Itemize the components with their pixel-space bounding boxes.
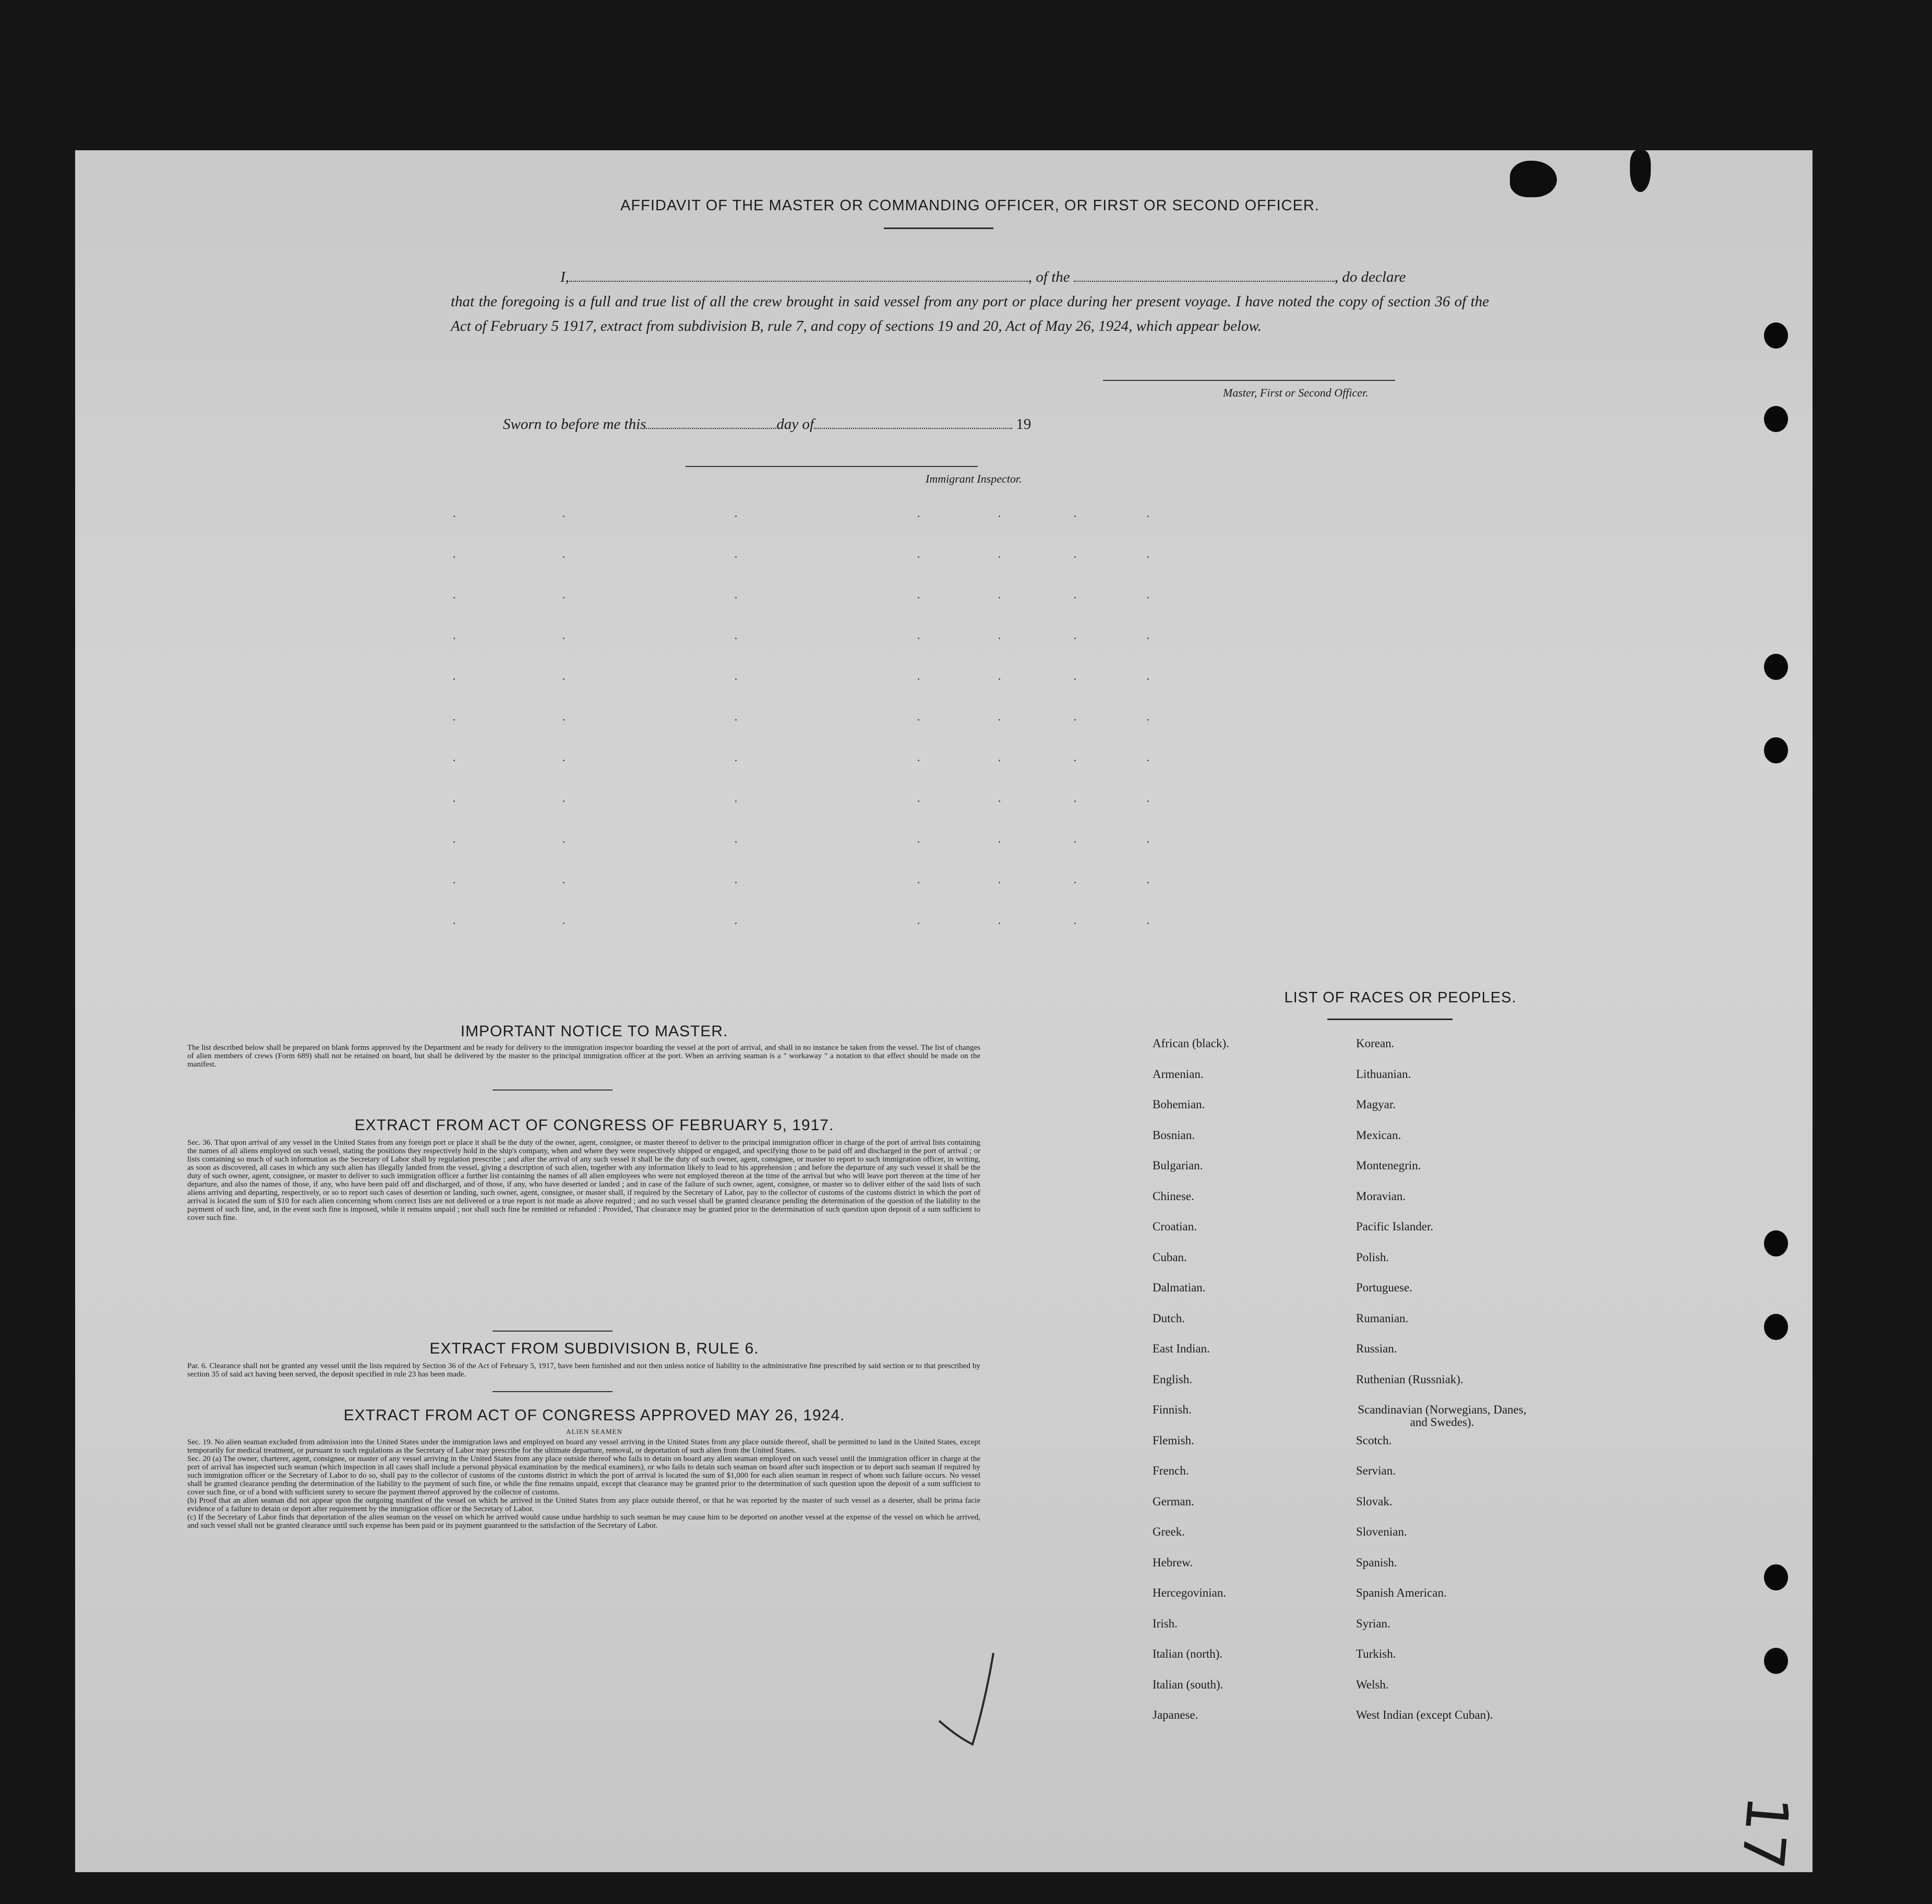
speck bbox=[735, 882, 737, 883]
race-item: West Indian (except Cuban). bbox=[1356, 1708, 1493, 1721]
speck bbox=[735, 841, 737, 843]
sworn-day-field[interactable] bbox=[646, 412, 776, 429]
speck bbox=[453, 678, 455, 680]
race-item: Ruthenian (Russniak). bbox=[1356, 1372, 1463, 1386]
speck bbox=[918, 719, 919, 721]
speck bbox=[1147, 678, 1149, 680]
speck bbox=[918, 841, 919, 843]
speck bbox=[999, 516, 1000, 517]
speck bbox=[453, 719, 455, 721]
speck bbox=[1074, 800, 1076, 802]
speck bbox=[453, 638, 455, 639]
extract-1924-body bbox=[187, 1438, 980, 1530]
speck bbox=[999, 556, 1000, 558]
page-number: 17 bbox=[1729, 1793, 1802, 1872]
sec20b-text: (b) Proof that an alien seaman did not appear upon the outgoing manifest of the vessel on which he arrived in the United States from any place outside thereof, or that he was reported by the master of such vessel as a deserter, shall be prima facie evidence of a failure to detain or deport after requirement by the immigration officer or the Secretary of Labor. bbox=[187, 1496, 980, 1513]
speck bbox=[918, 760, 919, 761]
race-item: Spanish American. bbox=[1356, 1586, 1447, 1599]
race-item: African (black). bbox=[1153, 1037, 1229, 1050]
speck bbox=[1074, 597, 1076, 598]
race-item: Pacific Islander. bbox=[1356, 1220, 1434, 1233]
master-caption: Master, First or Second Officer. bbox=[1223, 386, 1369, 399]
speck bbox=[1074, 638, 1076, 639]
speck bbox=[453, 923, 455, 924]
race-item: Servian. bbox=[1356, 1464, 1396, 1477]
of-the-label: , of the bbox=[1028, 269, 1070, 285]
speck bbox=[1147, 516, 1149, 517]
officer-name-field[interactable] bbox=[569, 265, 1028, 282]
speck bbox=[918, 638, 919, 639]
race-item: Russian. bbox=[1356, 1342, 1397, 1355]
speck bbox=[735, 923, 737, 924]
speck bbox=[999, 800, 1000, 802]
speck bbox=[563, 556, 565, 558]
speck bbox=[1074, 882, 1076, 883]
master-signature-line[interactable] bbox=[1103, 380, 1395, 381]
speck bbox=[1147, 841, 1149, 843]
speck bbox=[918, 597, 919, 598]
race-item: Croatian. bbox=[1153, 1220, 1197, 1233]
speck bbox=[1074, 923, 1076, 924]
speck bbox=[918, 800, 919, 802]
affidavit-title: AFFIDAVIT OF THE MASTER OR COMMANDING OFFICER, OR FIRST OR SECOND OFFICER. bbox=[620, 197, 1319, 214]
inspector-caption: Immigrant Inspector. bbox=[926, 472, 1022, 485]
do-declare-label: , do declare bbox=[1334, 269, 1406, 285]
speck bbox=[918, 678, 919, 680]
speck bbox=[918, 516, 919, 517]
speck bbox=[735, 678, 737, 680]
race-item: Scandinavian (Norwegians, Danes, and Swedes). bbox=[1358, 1403, 1527, 1429]
speck bbox=[1147, 800, 1149, 802]
speck bbox=[563, 882, 565, 883]
speck bbox=[999, 882, 1000, 883]
speck bbox=[563, 841, 565, 843]
race-item: Italian (south). bbox=[1153, 1678, 1223, 1691]
rule6-title: EXTRACT FROM SUBDIVISION B, RULE 6. bbox=[429, 1340, 759, 1357]
race-item: Finnish. bbox=[1153, 1403, 1192, 1416]
i-label: I, bbox=[560, 269, 569, 285]
sworn-month-field[interactable] bbox=[814, 412, 1012, 429]
speck bbox=[999, 638, 1000, 639]
speck bbox=[735, 760, 737, 761]
race-item: Syrian. bbox=[1356, 1616, 1390, 1630]
race-item: Bohemian. bbox=[1153, 1098, 1205, 1111]
speck bbox=[563, 923, 565, 924]
speck bbox=[918, 923, 919, 924]
speck bbox=[1074, 841, 1076, 843]
speck bbox=[453, 760, 455, 761]
race-item: Greek. bbox=[1153, 1525, 1185, 1538]
sec20a-text: Sec. 20 (a) The owner, charterer, agent, consignee, or master of any vessel arriving in the United States from any place outside thereof who fails to detain on board any alien seaman employed on such vessel until the immigration officer in charge at the port of arrival has inspected such seaman (which inspection in all cases shall include a personal physical examination by the medical examiners), or who fails to detain such seaman on board after such inspection or to deport such seaman if required by such immigration officer or the Secretary of Labor to do so, shall pay to the collector of customs of the customs district in which the port of arrival is located the sum of $1,000 for each alien seaman in respect of whom such failure occurs. No vessel shall be granted clearance pending the determination of the liability to the payment of such fine, or while the fine remains unpaid, except that clearance may be granted prior to the determination of such question upon the deposit of a sum sufficient to cover such fine, or of a bond with sufficient surety to secure the payment thereof approved by the collector of customs. bbox=[187, 1455, 980, 1496]
race-item: Rumanian. bbox=[1356, 1311, 1409, 1325]
speck bbox=[999, 923, 1000, 924]
speck bbox=[999, 678, 1000, 680]
speck bbox=[735, 516, 737, 517]
speck bbox=[453, 556, 455, 558]
race-item: Flemish. bbox=[1153, 1433, 1194, 1447]
speck bbox=[999, 841, 1000, 843]
speck bbox=[453, 597, 455, 598]
punch-hole-icon bbox=[1764, 322, 1788, 349]
speck bbox=[1147, 597, 1149, 598]
race-item: Mexican. bbox=[1356, 1128, 1401, 1142]
speck bbox=[453, 841, 455, 843]
speck bbox=[918, 556, 919, 558]
speck bbox=[563, 719, 565, 721]
notice-body: The list described below shall be prepared on blank forms approved by the Department and be ready for delivery to the immigration inspector boarding the vessel at the port of arrival, and shall in no instance be taken from the vessel. The list of changes of alien members of crews (Form 689) shall not be retained on board, but shall be delivered by the master to the principal immigration officer at the port. When an arriving seaman is a " workaway " a notation to that effect should be made on the manifest. bbox=[187, 1044, 980, 1069]
speck bbox=[1074, 760, 1076, 761]
speck bbox=[563, 516, 565, 517]
speck bbox=[1147, 882, 1149, 883]
title-underline bbox=[884, 227, 993, 229]
speck bbox=[1147, 760, 1149, 761]
races-title: LIST OF RACES OR PEOPLES. bbox=[1284, 989, 1517, 1006]
speck bbox=[1074, 678, 1076, 680]
extract-1924-title: EXTRACT FROM ACT OF CONGRESS APPROVED MAY 26, 1924. bbox=[343, 1407, 845, 1424]
race-item: Scotch. bbox=[1356, 1433, 1392, 1447]
race-item: Welsh. bbox=[1356, 1678, 1389, 1691]
manifest-sheet bbox=[75, 150, 1813, 1872]
extract-1917-divider bbox=[493, 1331, 613, 1332]
speck bbox=[563, 760, 565, 761]
day-of-label: day of bbox=[776, 416, 814, 433]
speck bbox=[1074, 719, 1076, 721]
race-item: East Indian. bbox=[1153, 1342, 1210, 1355]
race-item: Irish. bbox=[1153, 1616, 1178, 1630]
punch-hole-icon bbox=[1764, 1314, 1788, 1340]
speck bbox=[563, 678, 565, 680]
extract-1917-body: Sec. 36. That upon arrival of any vessel in the United States from any foreign port or place it shall be the duty of the owner, agent, consignee, or master thereof to deliver to the principal immigration officer in charge of the port of arrival lists containing the names of all aliens employed on such vessel, stating the positions they respectively hold in the ship's company, when and where they were respectively shipped or engaged, and specifying those to be paid off and discharged in the port of arrival ; or lists containing so much of such information as the Secretary of Labor shall by regulation prescribe ; and after the arrival of any such vessel it shall be the duty of such owner, agent, consignee, or master to report to such immigration officer, in writing, as soon as discovered, all cases in which any such alien has illegally landed from the vessel, giving a description of such alien, together with any information likely to lead to his apprehension ; and before the departure of any such vessel it shall be the duty of such owner, agent, consignee, or master to deliver to such immigration officer a further list containing the names of all alien employees who were not employed thereon at the time of the arrival but who will leave port thereon at the time of her departure, and also the names of those, if any, who have been paid off and discharged, and of those, if any, who have deserted or landed ; and in case of the failure of such owner, agent, consignee, or master so to deliver either of the said lists of such aliens arriving and departing, respectively, or so to report such cases of desertion or landing, such owner, agent, consignee, or master shall, if required by the Secretary of Labor, pay to the collector of customs of the customs district in which the port of arrival is located the sum of $10 for each alien concerning whom correct lists are not delivered or a true report is not made as above required ; and no such vessel shall be granted clearance pending the determination of the question of the liability to the payment of such fine, and, in the event such fine is imposed, while it remains unpaid ; nor shall such fine be remitted or refunded : Provided, That clearance may be granted prior to the determination of such question upon deposit of a sum sufficient to cover such fine. bbox=[187, 1139, 980, 1222]
speck bbox=[735, 556, 737, 558]
vessel-name-field[interactable] bbox=[1074, 265, 1335, 282]
year-label: 19 bbox=[1016, 416, 1031, 433]
punch-hole-icon bbox=[1764, 737, 1788, 763]
race-item: Moravian. bbox=[1356, 1189, 1406, 1203]
race-item: Armenian. bbox=[1153, 1067, 1204, 1081]
punch-hole-icon bbox=[1764, 654, 1788, 680]
race-item: Montenegrin. bbox=[1356, 1159, 1421, 1172]
punch-hole-icon bbox=[1764, 1230, 1788, 1256]
speck bbox=[999, 597, 1000, 598]
race-item: Bosnian. bbox=[1153, 1128, 1195, 1142]
sworn-line bbox=[503, 412, 1181, 433]
race-item: Hebrew. bbox=[1153, 1555, 1193, 1569]
speck bbox=[1147, 638, 1149, 639]
speck bbox=[1147, 719, 1149, 721]
sec19-text: Sec. 19. No alien seaman excluded from admission into the United States under the immigration laws and employed on board any vessel arriving in the United States from any place outside thereof, shall be permitted to land in the United States, except temporarily for medical treatment, or pursuant to such regulations as the Secretary of Labor may prescribe for the ultimate departure, removal, or deportation of such alien from the United States. bbox=[187, 1438, 980, 1455]
race-item: Chinese. bbox=[1153, 1189, 1194, 1203]
race-item: German. bbox=[1153, 1494, 1194, 1508]
speck bbox=[453, 516, 455, 517]
race-item: Italian (north). bbox=[1153, 1647, 1223, 1660]
race-item: Magyar. bbox=[1356, 1098, 1396, 1111]
speck bbox=[1074, 516, 1076, 517]
race-item: Dutch. bbox=[1153, 1311, 1185, 1325]
punch-hole-icon bbox=[1764, 1564, 1788, 1590]
sworn-label: Sworn to before me this bbox=[503, 416, 646, 433]
speck bbox=[1074, 556, 1076, 558]
tear-damage bbox=[1510, 161, 1557, 197]
tear-damage bbox=[1630, 150, 1651, 192]
extract-1924-subtitle: ALIEN SEAMEN bbox=[566, 1428, 622, 1435]
race-item: English. bbox=[1153, 1372, 1193, 1386]
race-item: Spanish. bbox=[1356, 1555, 1397, 1569]
races-underline bbox=[1327, 1019, 1453, 1020]
speck bbox=[735, 638, 737, 639]
speck bbox=[1147, 923, 1149, 924]
race-item: Cuban. bbox=[1153, 1250, 1187, 1264]
inspector-signature-line[interactable] bbox=[686, 466, 978, 467]
speck bbox=[563, 597, 565, 598]
speck bbox=[999, 760, 1000, 761]
speck bbox=[735, 719, 737, 721]
race-item: Japanese. bbox=[1153, 1708, 1198, 1721]
speck bbox=[453, 882, 455, 883]
punch-hole-icon bbox=[1764, 406, 1788, 432]
affidavit-text: that the foregoing is a full and true list of all the crew brought in said vessel from any port or place during her present voyage. I have noted the copy of section 36 of the Act of February 5 1917, extract from subdivision B, rule 7, and copy of sections 19 and 20, Act of May 26, 1924, which appear below. bbox=[451, 293, 1489, 334]
speck bbox=[999, 719, 1000, 721]
speck bbox=[1147, 556, 1149, 558]
race-item: French. bbox=[1153, 1464, 1189, 1477]
speck bbox=[453, 800, 455, 802]
race-item: Slovenian. bbox=[1356, 1525, 1407, 1538]
race-item: Polish. bbox=[1356, 1250, 1389, 1264]
race-item: Bulgarian. bbox=[1153, 1159, 1203, 1172]
race-item: Turkish. bbox=[1356, 1647, 1396, 1660]
speck bbox=[918, 882, 919, 883]
extract-1917-title: EXTRACT FROM ACT OF CONGRESS OF FEBRUARY 5, 1917. bbox=[354, 1117, 834, 1134]
speck bbox=[735, 800, 737, 802]
sec20c-text: (c) If the Secretary of Labor finds that deportation of the alien seaman on the vessel on which he arrived would cause undue hardship to such seaman he may cause him to be deported on another vessel at the expense of the vessel on which he arrived, and such vessel shall not be granted clearance until such expense has been paid or its payment guaranteed to the satisfaction of the Secretary of Labor. bbox=[187, 1513, 980, 1530]
punch-hole-icon bbox=[1764, 1648, 1788, 1674]
notice-divider bbox=[493, 1089, 613, 1091]
speck bbox=[563, 638, 565, 639]
speck bbox=[735, 597, 737, 598]
race-item: Dalmatian. bbox=[1153, 1281, 1206, 1294]
race-item: Lithuanian. bbox=[1356, 1067, 1411, 1081]
speck bbox=[563, 800, 565, 802]
affidavit-body bbox=[451, 265, 1489, 339]
race-item: Portuguese. bbox=[1356, 1281, 1412, 1294]
check-mark-icon bbox=[936, 1637, 1009, 1752]
race-item: Hercegovinian. bbox=[1153, 1586, 1227, 1599]
rule6-body: Par. 6. Clearance shall not be granted any vessel until the lists required by Section 36 of the Act of February 5, 1917, have been furnished and not then unless notice of liability to the administrative fine prescribed by said section or to that prescribed by section 35 of said act having been served, the deposit specified in rule 23 has been made. bbox=[187, 1362, 980, 1379]
notice-title: IMPORTANT NOTICE TO MASTER. bbox=[460, 1023, 728, 1040]
race-item: Slovak. bbox=[1356, 1494, 1393, 1508]
race-item: Korean. bbox=[1356, 1037, 1395, 1050]
rule6-divider bbox=[493, 1391, 613, 1392]
